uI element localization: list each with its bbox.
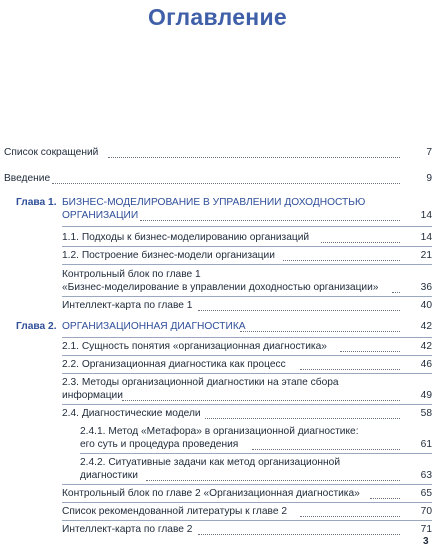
toc-2-4-page: 58 xyxy=(420,408,432,419)
toc-leader-dots xyxy=(198,310,400,311)
toc-ch1-map-label[interactable]: Интеллект-карта по главе 1 xyxy=(62,300,193,311)
toc-2-4-1-line2[interactable]: его суть и процедура проведения xyxy=(80,439,239,450)
page-title: Оглавление xyxy=(147,4,288,30)
section-divider xyxy=(62,246,432,247)
chapter-1-title-line1[interactable]: БИЗНЕС-МОДЕЛИРОВАНИЕ В УПРАВЛЕНИИ ДОХОДНОСТЬЮ xyxy=(62,197,366,208)
toc-2-4-1-line1[interactable]: 2.4.1. Метод «Метафора» в организационной диагностике: xyxy=(80,426,359,437)
toc-2-3-page: 49 xyxy=(420,390,432,401)
toc-2-1-label[interactable]: 2.1. Сущность понятия «организационная диагностика» xyxy=(62,341,327,352)
section-divider xyxy=(80,453,432,454)
toc-leader-dots xyxy=(122,400,400,401)
toc-2-4-2-page: 63 xyxy=(420,470,432,481)
toc-leader-dots xyxy=(140,220,400,221)
toc-leader-dots xyxy=(146,480,400,481)
toc-1-1-page: 14 xyxy=(420,232,432,243)
toc-ch1-control-line2[interactable]: «Бизнес-моделирование в управлении доходностью организации» xyxy=(62,282,379,293)
toc-leader-dots xyxy=(240,331,400,332)
chapter-1-title-line2[interactable]: ОРГАНИЗАЦИИ xyxy=(62,210,139,221)
section-divider xyxy=(62,404,432,405)
chapter-2-title[interactable]: ОРГАНИЗАЦИОННАЯ ДИАГНОСТИКА xyxy=(62,321,246,332)
toc-ch2-control-page: 65 xyxy=(420,488,432,499)
chapter-2-page: 42 xyxy=(420,321,432,332)
toc-2-3-line2[interactable]: информации xyxy=(62,390,123,401)
toc-1-2-label[interactable]: 1.2. Построение бизнес-модели организации xyxy=(62,250,275,261)
toc-intro-page: 9 xyxy=(426,173,432,184)
toc-leader-dots xyxy=(321,242,400,243)
toc-ch2-lit-label[interactable]: Список рекомендованной литературы к главе 2 xyxy=(62,506,287,517)
toc-leader-dots xyxy=(108,157,400,158)
toc-abbrev-page: 7 xyxy=(426,147,432,158)
toc-2-3-line1[interactable]: 2.3. Методы организационной диагностики на этапе сбора xyxy=(62,377,339,388)
toc-ch2-map-page: 71 xyxy=(420,524,432,535)
toc-2-1-page: 42 xyxy=(420,341,432,352)
toc-2-2-page: 46 xyxy=(420,359,432,370)
section-divider xyxy=(62,484,432,485)
toc-leader-dots xyxy=(300,516,400,517)
toc-leader-dots xyxy=(52,183,400,184)
section-divider xyxy=(62,264,432,265)
section-divider xyxy=(62,373,432,374)
toc-1-2-page: 21 xyxy=(420,250,432,261)
toc-leader-dots xyxy=(340,351,400,352)
toc-2-4-2-line1[interactable]: 2.4.2. Ситуативные задачи как метод организационной xyxy=(80,457,341,468)
toc-leader-dots xyxy=(392,292,400,293)
toc-leader-dots xyxy=(198,534,400,535)
toc-abbrev-label[interactable]: Список сокращений xyxy=(4,147,99,158)
toc-ch1-map-page: 40 xyxy=(420,300,432,311)
section-divider xyxy=(62,226,432,227)
toc-2-4-label[interactable]: 2.4. Диагностические модели xyxy=(62,408,201,419)
chapter-1-number: Глава 1. xyxy=(16,197,57,208)
section-divider xyxy=(62,337,432,338)
section-divider xyxy=(62,520,432,521)
toc-1-1-label[interactable]: 1.1. Подходы к бизнес-моделированию организаций xyxy=(62,232,310,243)
toc-2-2-label[interactable]: 2.2. Организационная диагностика как процесс xyxy=(62,359,286,370)
page-number: 3 xyxy=(423,536,429,547)
toc-ch1-control-page: 36 xyxy=(420,282,432,293)
toc-ch2-lit-page: 70 xyxy=(420,506,432,517)
toc-intro-label[interactable]: Введение xyxy=(4,173,51,184)
toc-leader-dots xyxy=(370,498,400,499)
toc-ch1-control-line1[interactable]: Контрольный блок по главе 1 xyxy=(62,269,201,280)
section-divider xyxy=(62,296,432,297)
section-divider xyxy=(62,355,432,356)
toc-2-4-1-page: 61 xyxy=(420,439,432,450)
toc-2-4-2-line2[interactable]: диагностики xyxy=(80,470,138,481)
chapter-2-number: Глава 2. xyxy=(16,321,57,332)
toc-leader-dots xyxy=(205,418,400,419)
toc-leader-dots xyxy=(252,449,400,450)
toc-ch2-control-label[interactable]: Контрольный блок по главе 2 «Организационная диагностика» xyxy=(62,488,360,499)
toc-leader-dots xyxy=(300,369,400,370)
toc-ch2-map-label[interactable]: Интеллект-карта по главе 2 xyxy=(62,524,193,535)
chapter-1-page: 14 xyxy=(420,210,432,221)
toc-leader-dots xyxy=(283,260,400,261)
section-divider xyxy=(62,502,432,503)
